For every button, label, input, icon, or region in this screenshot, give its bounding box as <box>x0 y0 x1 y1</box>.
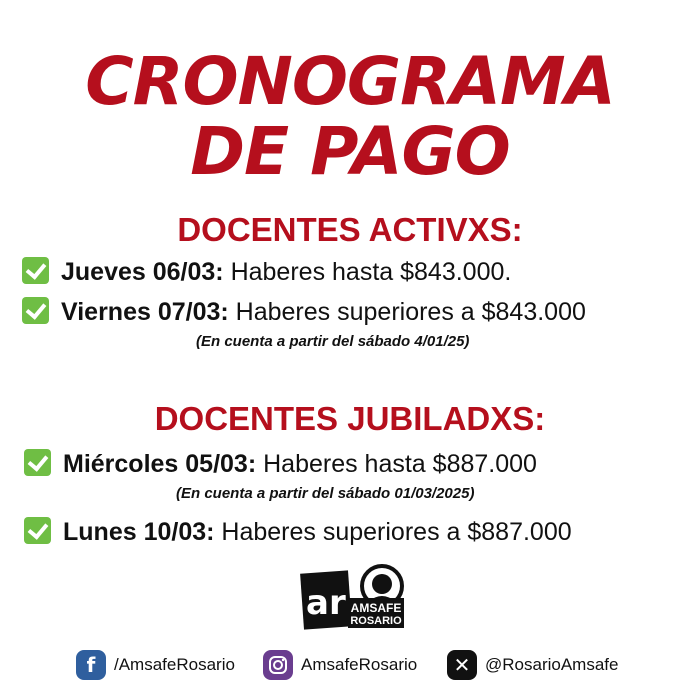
row-day: Lunes 10/03: <box>63 518 215 546</box>
social-x[interactable] <box>447 650 618 680</box>
row-text: Haberes hasta $843.000. <box>223 258 512 286</box>
facebook-handle: /AmsafeRosario <box>114 655 235 674</box>
title-line-2: DE PAGO <box>190 113 510 190</box>
row-text: Haberes hasta $887.000 <box>256 450 537 478</box>
note-jubilados: (En cuenta a partir del sábado 01/03/2025) <box>176 485 475 502</box>
x-handle: @RosarioAmsafe <box>485 655 619 674</box>
row-day: Jueves 06/03: <box>61 258 224 286</box>
schedule-row <box>24 516 572 548</box>
checkmark-icon <box>24 517 51 544</box>
checkmark-icon <box>24 449 51 476</box>
social-facebook[interactable] <box>76 650 235 680</box>
title-line-1: CRONOGRAMA <box>85 43 615 120</box>
instagram-icon <box>263 650 293 680</box>
schedule-row <box>22 256 511 288</box>
logo-name-line-2: ROSARIO <box>350 615 402 627</box>
facebook-icon: f <box>76 650 106 680</box>
row-text: Haberes superiores a $887.000 <box>214 518 572 546</box>
schedule-row <box>22 296 586 328</box>
social-instagram[interactable] <box>263 650 417 680</box>
row-text: Haberes superiores a $843.000 <box>228 298 586 326</box>
instagram-handle: AmsafeRosario <box>301 655 418 674</box>
x-icon: ✕ <box>447 650 477 680</box>
schedule-row <box>24 448 537 480</box>
section-heading-activos: DOCENTES ACTIVXS: <box>177 211 523 248</box>
checkmark-icon <box>22 297 49 324</box>
section-heading-jubilados: DOCENTES JUBILADXS: <box>154 400 546 437</box>
row-day: Viernes 07/03: <box>61 298 229 326</box>
row-day: Miércoles 05/03: <box>63 450 257 478</box>
logo-name-line-1: AMSAFE <box>350 601 402 615</box>
note-activos: (En cuenta a partir del sábado 4/01/25) <box>196 333 470 350</box>
checkmark-icon <box>22 257 49 284</box>
logo-mark-text: ar <box>306 583 346 623</box>
amsafe-rosario-logo <box>298 562 406 634</box>
